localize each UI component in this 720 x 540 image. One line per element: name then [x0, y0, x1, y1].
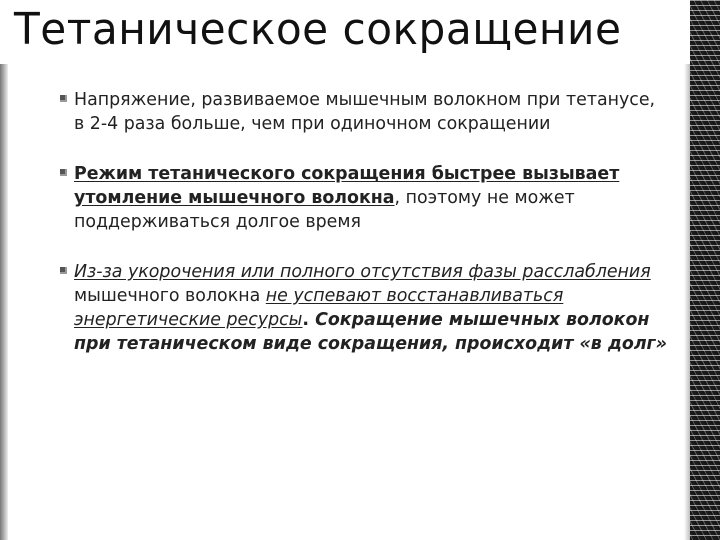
- bullet-list: [60, 88, 670, 382]
- square-bullet-icon: [60, 169, 67, 176]
- left-shadow-edge: [0, 0, 8, 540]
- slide-title: Тетаническое сокращение: [14, 4, 622, 55]
- bullet-item-2: [60, 162, 670, 234]
- bullet-3-text: [74, 260, 670, 356]
- square-bullet-icon: [60, 267, 67, 274]
- bullet-2-emphasis: Режим тетанического сокращения быстрее вызывает утомление мышечного волокна: [74, 164, 620, 208]
- bullet-3-phrase-1: Из-за укорочения или полного отсутствия фазы расслабления: [74, 262, 651, 282]
- right-textured-border: [690, 0, 720, 540]
- bullet-3-phrase-2: мышечного волокна: [74, 286, 266, 306]
- bullet-3-conclusion: Сокращение мышечных волокон при тетаническом виде сокращения, происходит «в долг»: [74, 310, 667, 354]
- square-bullet-icon: [60, 95, 67, 102]
- bullet-item-1: [60, 88, 670, 136]
- bullet-2-text: [74, 162, 670, 234]
- title-band: [0, 0, 690, 64]
- bullet-3-phrase-3: не успевают восстанавливаться энергетические ресурсы: [74, 286, 564, 330]
- bullet-1-text: Напряжение, развиваемое мышечным волокном при тетанусе, в 2-4 раза больше, чем при одиночном сокращении: [74, 90, 656, 134]
- bullet-2-rest: , поэтому не может поддерживаться долгое время: [74, 188, 575, 232]
- bullet-item-3: [60, 260, 670, 356]
- bullet-3-period: .: [302, 310, 310, 330]
